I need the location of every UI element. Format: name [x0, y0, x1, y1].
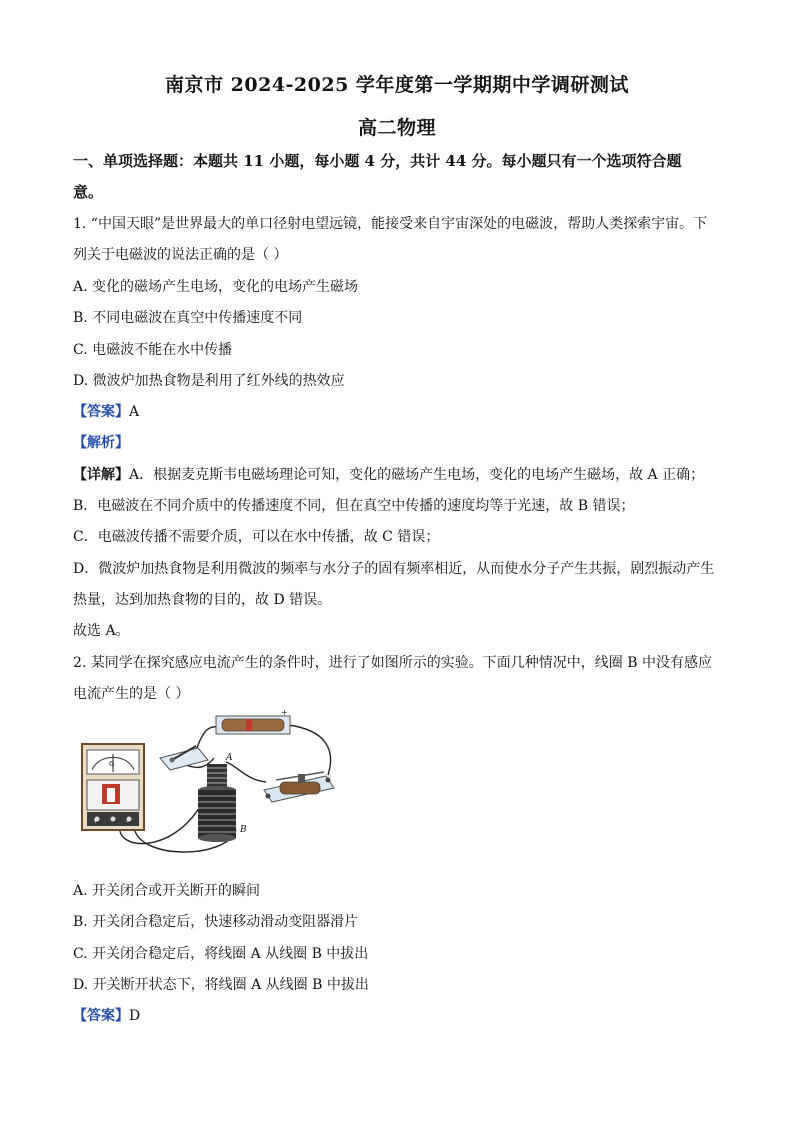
- q1-stem-line1: 1. “中国天眼”是世界最大的单口径射电望远镜，能接受来自宇宙深处的电磁波，帮助人类探索宇宙。下: [73, 216, 708, 232]
- q1-option-c: C. 电磁波不能在水中传播: [73, 342, 233, 358]
- wire-rheostat-coil: [226, 762, 266, 782]
- experiment-figure: [76, 710, 338, 860]
- section-heading-line1: 一、单项选择题：本题共 11 小题，每小题 4 分，共计 44 分。每小题只有一个选项符合题: [73, 152, 682, 170]
- q1-detail-line1: [73, 464, 723, 484]
- battery: [216, 710, 290, 734]
- galvanometer-label: G: [109, 760, 115, 768]
- q1-option-b: B. 不同电磁波在真空中传播速度不同: [73, 310, 303, 326]
- wire-battery-rheostat: [288, 725, 331, 775]
- q1-answer-tag: 【答案】: [73, 404, 129, 420]
- q2-stem-line2: 电流产生的是（ ）: [73, 686, 190, 702]
- q2-option-b: B. 开关闭合稳定后，快速移动滑动变阻器滑片: [73, 914, 359, 930]
- q1-detail-line5: 热量，达到加热食物的目的，故 D 错误。: [73, 592, 332, 608]
- page-title: 南京市 2024-2025 学年度第一学期期中学调研测试: [165, 74, 629, 96]
- coil-b: [198, 786, 247, 842]
- q1-detail-text1: A．根据麦克斯韦电磁场理论可知，变化的磁场产生电场，变化的电场产生磁场，故 A 正确；: [129, 467, 705, 483]
- q1-detail-tag: 【详解】: [73, 467, 129, 483]
- rheostat: [264, 772, 334, 802]
- coil-a: [207, 753, 233, 790]
- q1-answer-value: A: [129, 404, 140, 420]
- q2-option-d: D. 开关断开状态下，将线圈 A 从线圈 B 中拔出: [73, 977, 369, 993]
- q1-detail-line4: D．微波炉加热食物是利用微波的频率与水分子的固有频率相近，从而使水分子产生共振，剧烈振动产生: [73, 561, 715, 577]
- q2-option-a: A. 开关闭合或开关断开的瞬间: [73, 883, 261, 899]
- q1-analysis: [73, 432, 723, 452]
- section-heading-line2: 意。: [73, 183, 104, 201]
- q2-answer-tag: 【答案】: [73, 1008, 129, 1024]
- q1-stem-line2: 列关于电磁波的说法正确的是（ ）: [73, 247, 288, 263]
- coil-b-label: B: [240, 825, 247, 835]
- page-subtitle: 高二物理: [357, 117, 436, 139]
- galvanometer: [82, 744, 144, 830]
- q1-detail-line2: B．电磁波在不同介质中的传播速度不同，但在真空中传播的速度均等于光速，故 B 错误；: [73, 498, 635, 514]
- q1-conclusion: 故选 A。: [73, 623, 130, 639]
- q1-option-a: A. 变化的磁场产生电场，变化的电场产生磁场: [73, 279, 359, 295]
- q2-answer: [73, 1005, 723, 1025]
- q1-option-d: D. 微波炉加热食物是利用了红外线的热效应: [73, 373, 345, 389]
- q2-answer-value: D: [129, 1008, 141, 1024]
- coil-a-label: A: [226, 753, 233, 763]
- q2-stem-line1: 2. 某同学在探究感应电流产生的条件时，进行了如图所示的实验。下面几种情况中，线圈 B 中没有感应: [73, 655, 712, 671]
- q2-option-c: C. 开关闭合稳定后，将线圈 A 从线圈 B 中拔出: [73, 946, 369, 962]
- battery-plus: +: [281, 710, 288, 717]
- q1-answer: [73, 401, 723, 421]
- q1-detail-line3: C．电磁波传播不需要介质，可以在水中传播，故 C 错误；: [73, 529, 440, 545]
- meter-plus: +: [93, 818, 99, 825]
- q1-analysis-tag: 【解析】: [73, 435, 129, 451]
- meter-minus: −: [125, 818, 131, 825]
